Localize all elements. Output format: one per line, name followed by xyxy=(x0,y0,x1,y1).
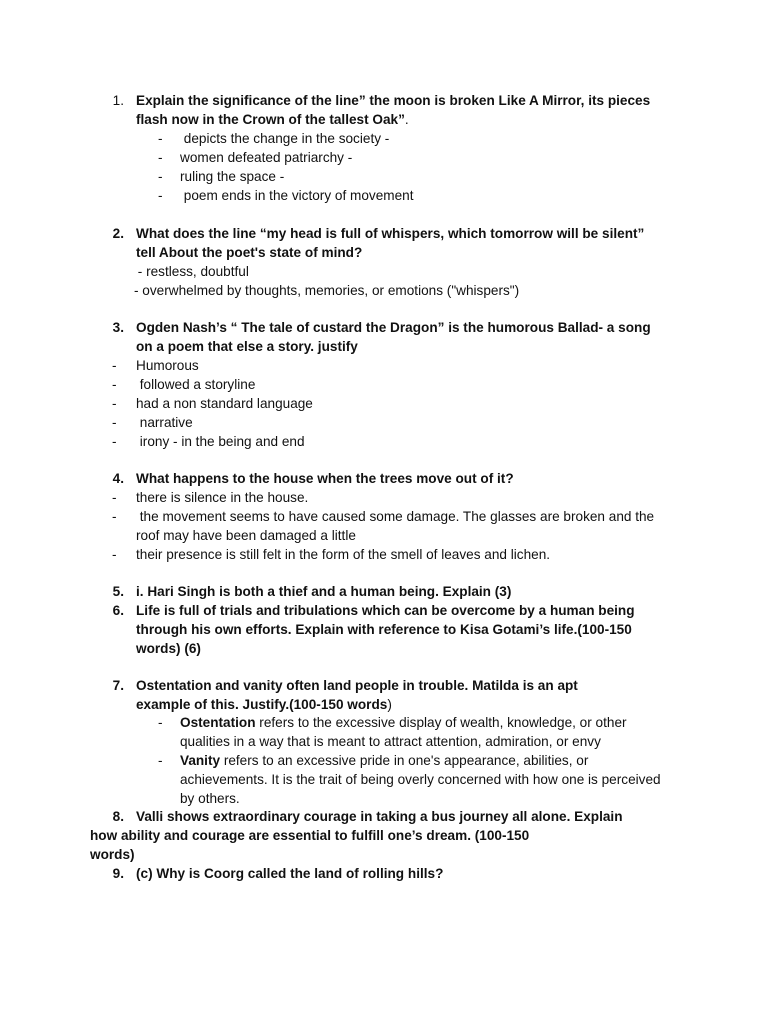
q3-answer: narrative xyxy=(136,415,193,430)
q7-definition-continued: qualities in a way that is meant to attract attention, admiration, or envy xyxy=(180,734,601,749)
q7-number: 7. xyxy=(112,678,124,693)
q9-text-line1: (c) Why is Coorg called the land of rolling hills? xyxy=(136,866,444,881)
q1-answer-dash: - xyxy=(158,150,163,165)
q6-text-line1: Life is full of trials and tribulations which can be overcome by a human being xyxy=(136,603,635,618)
q9-number: 9. xyxy=(112,866,124,881)
q1-answer: ruling the space - xyxy=(180,169,285,184)
q7-text-line2 xyxy=(136,695,392,714)
q4-answer-dash: - xyxy=(112,509,117,524)
q5-number: 5. xyxy=(112,584,124,599)
q7-answer-dash: - xyxy=(158,753,163,768)
q1-answer: poem ends in the victory of movement xyxy=(180,188,414,203)
q8-text-line3: words) xyxy=(90,847,135,862)
q1-text-line2-end: . xyxy=(404,112,409,127)
q1-answer: depicts the change in the society - xyxy=(180,131,390,146)
q3-text-line1: Ogden Nash’s “ The tale of custard the Dragon” is the humorous Ballad- a song xyxy=(136,320,651,335)
q3-answer-dash: - xyxy=(112,415,117,430)
q1-text-line2-bold: flash now in the Crown of the tallest Oak” xyxy=(136,112,405,127)
q4-answer: the movement seems to have caused some damage. The glasses are broken and the xyxy=(136,509,655,524)
q1-answer-dash: - xyxy=(158,169,163,184)
q7-term-ostentation: Ostentation xyxy=(180,715,256,730)
q8-number: 8. xyxy=(112,809,124,824)
q7-definition-text: refers to an excessive pride in one's appearance, abilities, or xyxy=(220,753,589,768)
q7-text-line2-end: ) xyxy=(387,697,392,712)
q7-text-line1: Ostentation and vanity often land people in trouble. Matilda is an apt xyxy=(136,678,578,693)
q7-definition-vanity xyxy=(180,751,588,770)
q4-answer: their presence is still felt in the form of the smell of leaves and lichen. xyxy=(136,547,551,562)
q4-answer-continued: roof may have been damaged a little xyxy=(136,528,356,543)
q3-text-line2: on a poem that else a story. justify xyxy=(136,339,358,354)
q1-answer-dash: - xyxy=(158,131,163,146)
q3-answer-dash: - xyxy=(112,396,117,411)
q4-answer: there is silence in the house. xyxy=(136,490,309,505)
q5-text-line1: i. Hari Singh is both a thief and a human being. Explain (3) xyxy=(136,584,512,599)
q8-text-line1: Valli shows extraordinary courage in taking a bus journey all alone. Explain xyxy=(136,809,623,824)
q6-text-line3: words) (6) xyxy=(136,641,201,656)
q4-answer-dash: - xyxy=(112,490,117,505)
q1-answer: women defeated patriarchy - xyxy=(180,150,353,165)
q2-answer: - restless, doubtful xyxy=(134,264,249,279)
q7-term-vanity: Vanity xyxy=(180,753,221,768)
q2-text-line2: tell About the poet's state of mind? xyxy=(136,245,363,260)
q1-text-line2 xyxy=(136,110,409,129)
q3-answer-dash: - xyxy=(112,377,117,392)
q4-answer-dash: - xyxy=(112,547,117,562)
q7-definition-text: refers to the excessive display of wealth, knowledge, or other xyxy=(255,715,627,730)
q7-text-line2-bold: example of this. Justify.(100-150 words xyxy=(136,697,388,712)
q1-answer-dash: - xyxy=(158,188,163,203)
q4-text-line1: What happens to the house when the trees move out of it? xyxy=(136,471,514,486)
q3-number: 3. xyxy=(112,320,124,335)
q7-answer-dash: - xyxy=(158,715,163,730)
q3-answer: had a non standard language xyxy=(136,396,313,411)
q1-number: 1. xyxy=(112,93,124,108)
q6-text-line2: through his own efforts. Explain with reference to Kisa Gotami’s life.(100-150 xyxy=(136,622,632,637)
q7-definition-continued: by others. xyxy=(180,791,240,806)
q2-answer: - overwhelmed by thoughts, memories, or emotions ("whispers") xyxy=(134,283,520,298)
q6-number: 6. xyxy=(112,603,124,618)
q3-answer: followed a storyline xyxy=(136,377,256,392)
q2-text-line1: What does the line “my head is full of whispers, which tomorrow will be silent” xyxy=(136,226,645,241)
q3-answer: Humorous xyxy=(136,358,199,373)
q3-answer: irony - in the being and end xyxy=(136,434,305,449)
q3-answer-dash: - xyxy=(112,358,117,373)
q8-text-line2: how ability and courage are essential to fulfill one’s dream. (100-150 xyxy=(90,828,530,843)
q1-text-line1: Explain the significance of the line” the moon is broken Like A Mirror, its pieces xyxy=(136,93,651,108)
q4-number: 4. xyxy=(112,471,124,486)
q7-definition-ostentation xyxy=(180,713,627,732)
q2-number: 2. xyxy=(112,226,124,241)
q3-answer-dash: - xyxy=(112,434,117,449)
q7-definition-continued: achievements. It is the trait of being overly concerned with how one is perceived xyxy=(180,772,661,787)
